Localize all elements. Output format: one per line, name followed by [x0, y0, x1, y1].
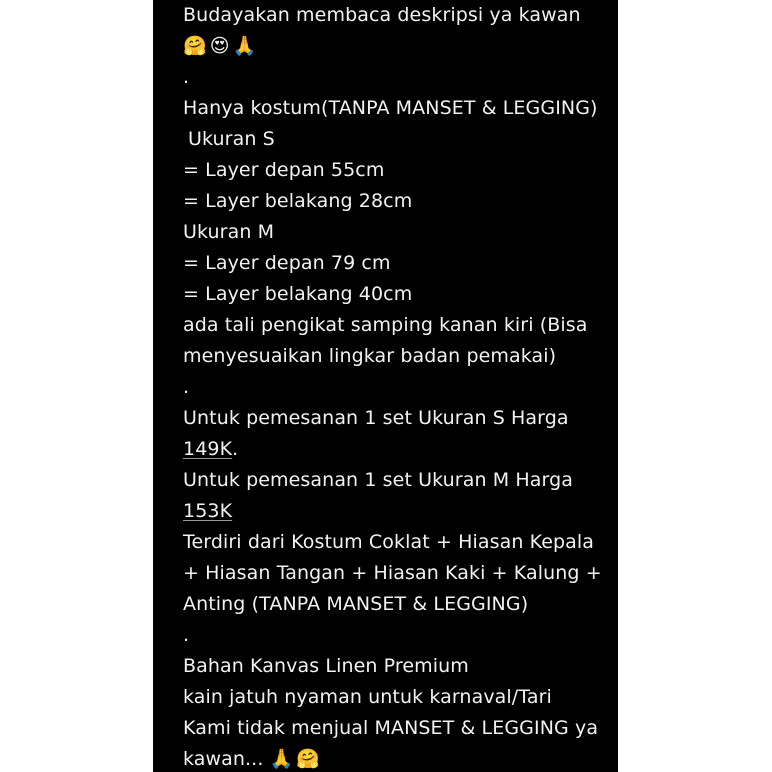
- separator-dot: .: [183, 624, 190, 646]
- heart-eyes-icon: 😍: [209, 35, 230, 57]
- folded-hands-icon: 🙏: [269, 748, 294, 770]
- description-panel: [153, 0, 618, 772]
- no-sell-note-text: kawan...: [183, 748, 264, 770]
- hugging-face-icon: 🤗: [183, 35, 207, 57]
- size-m-back-layer: = Layer belakang 40cm: [183, 283, 413, 305]
- contents-line-2: + Hiasan Tangan + Hiasan Kaki + Kalung +: [183, 562, 602, 584]
- price-size-m[interactable]: 153K: [183, 500, 233, 522]
- size-s-front-layer: = Layer depan 55cm: [183, 159, 385, 181]
- folded-hands-icon: 🙏: [232, 35, 257, 57]
- intro-emoji-row: [183, 31, 613, 62]
- no-sell-note-line-2: [183, 744, 613, 772]
- no-sell-note-line-1: Kami tidak menjual MANSET & LEGGING ya: [183, 717, 599, 739]
- fabric-note: kain jatuh nyaman untuk karnaval/Tari: [183, 686, 552, 708]
- size-m-label: Ukuran M: [183, 221, 275, 243]
- order-size-m-price-line: [183, 496, 613, 527]
- size-m-front-layer: = Layer depan 79 cm: [183, 252, 391, 274]
- size-s-label: Ukuran S: [188, 128, 275, 150]
- separator-dot: .: [183, 66, 190, 88]
- hugging-face-icon: 🤗: [296, 748, 321, 770]
- contents-line-1: Terdiri dari Kostum Coklat + Hiasan Kepala: [183, 531, 595, 553]
- price-size-s-period: .: [232, 438, 239, 460]
- costume-only-note: Hanya kostum(TANPA MANSET & LEGGING): [183, 97, 598, 119]
- intro-text: Budayakan membaca deskripsi ya kawan: [183, 4, 581, 26]
- ties-note-line-2: menyesuaikan lingkar badan pemakai): [183, 345, 557, 367]
- material-text: Bahan Kanvas Linen Premium: [183, 655, 469, 677]
- size-s-back-layer: = Layer belakang 28cm: [183, 190, 413, 212]
- contents-line-3: Anting (TANPA MANSET & LEGGING): [183, 593, 529, 615]
- ties-note-line-1: ada tali pengikat samping kanan kiri (Bisa: [183, 314, 588, 336]
- price-size-s[interactable]: 149K: [183, 438, 233, 460]
- order-size-s-text: Untuk pemesanan 1 set Ukuran S Harga: [183, 407, 569, 429]
- separator-dot: .: [183, 376, 190, 398]
- order-size-m-text: Untuk pemesanan 1 set Ukuran M Harga: [183, 469, 573, 491]
- order-size-s-price-line: [183, 434, 613, 465]
